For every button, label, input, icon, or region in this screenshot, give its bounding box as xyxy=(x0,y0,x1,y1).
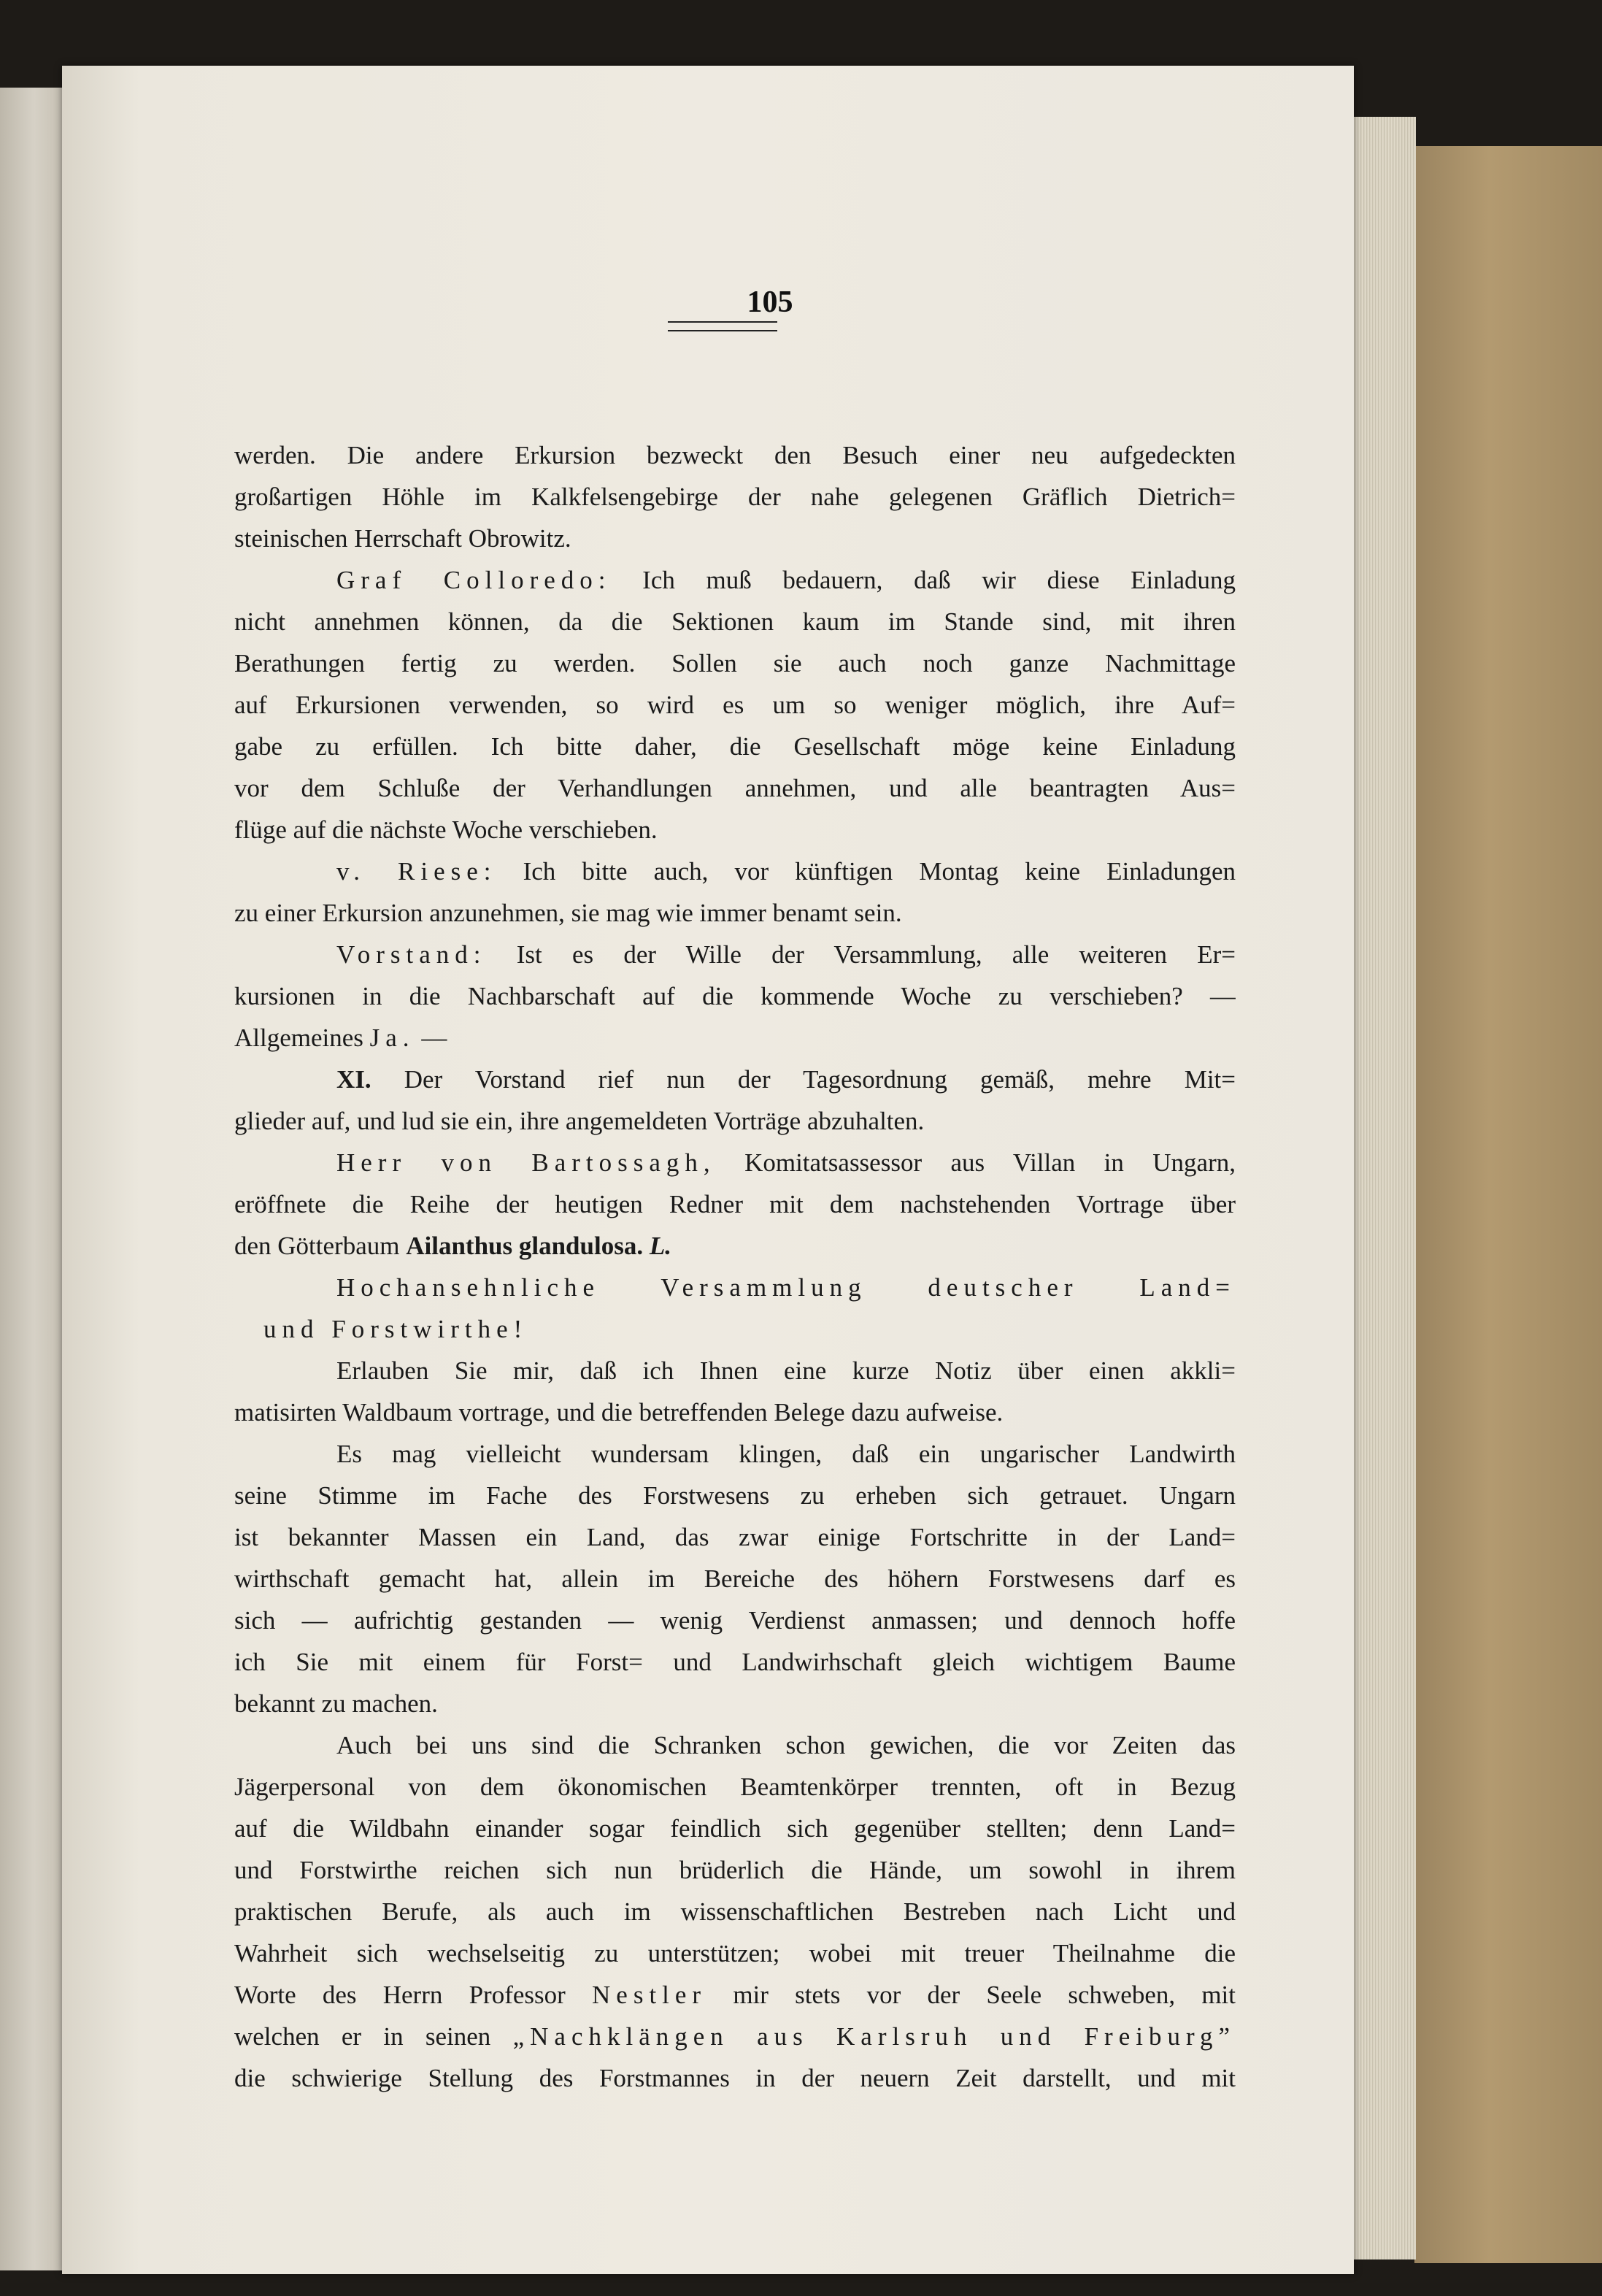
left-page-edge xyxy=(0,88,62,2270)
page-number: 105 xyxy=(747,285,793,319)
body-text xyxy=(234,434,1236,2099)
text-line: v. Riese: Ich bitte auch, vor künftigen Montag keine Einladungen xyxy=(336,857,1236,886)
text-line: Vorstand: Ist es der Wille der Versammlung, alle weiteren Er= xyxy=(336,940,1236,969)
text-line: XI. Der Vorstand rief nun der Tagesordnung gemäß, mehre Mit= xyxy=(336,1065,1236,1094)
text-line: Herr von Bartossagh, Komitatsassessor aus Villan in Ungarn, xyxy=(336,1148,1236,1177)
text-line: eröffnete die Reihe der heutigen Redner mit dem nachstehenden Vortrage über xyxy=(234,1190,1236,1218)
address-heading: und Forstwirthe! xyxy=(263,1315,528,1343)
text-line: auf Erkursionen verwenden, so wird es um so weniger möglich, ihre Auf= xyxy=(234,691,1236,719)
text-line: den Götterbaum Ailanthus glandulosa. L. xyxy=(234,1232,671,1260)
text-line: zu einer Erkursion anzunehmen, sie mag wie immer benamt sein. xyxy=(234,899,902,927)
text-line: ich Sie mit einem für Forst= und Landwirhschaft gleich wichtigem Baume xyxy=(234,1648,1236,1676)
text-line: praktischen Berufe, als auch im wissenschaftlichen Bestreben nach Licht und xyxy=(234,1897,1236,1926)
text-line: bekannt zu machen. xyxy=(234,1689,438,1718)
text-line: die schwierige Stellung des Forstmannes in der neuern Zeit darstellt, und mit xyxy=(234,2064,1236,2092)
text-line: Allgemeines Ja. — xyxy=(234,1024,447,1052)
speaker-name: Graf Colloredo: xyxy=(336,566,612,594)
text-line: Worte des Herrn Professor Nestler mir stets vor der Seele schweben, mit xyxy=(234,1981,1236,2009)
text-line: flüge auf die nächste Woche verschieben. xyxy=(234,815,658,844)
text-line: matisirten Waldbaum vortrage, und die betreffenden Belege dazu aufweise. xyxy=(234,1398,1004,1427)
text-line: Es mag vielleicht wundersam klingen, daß ein ungarischer Landwirth xyxy=(336,1440,1236,1468)
text-line: Auch bei uns sind die Schranken schon gewichen, die vor Zeiten das xyxy=(336,1731,1236,1759)
text-line: Berathungen fertig zu werden. Sollen sie auch noch ganze Nachmittage xyxy=(234,649,1236,677)
text-line: Jägerpersonal von dem ökonomischen Beamtenkörper trennten, oft in Bezug xyxy=(234,1773,1236,1801)
speaker-name: v. Riese: xyxy=(336,857,497,886)
header-double-rule xyxy=(668,321,777,331)
latin-name: Ailanthus glandulosa. xyxy=(406,1232,644,1260)
text-line: wirthschaft gemacht hat, allein im Bereiche des höhern Forstwesens darf es xyxy=(234,1564,1236,1593)
text-line: auf die Wildbahn einander sogar feindlich sich gegenüber stellten; denn Land= xyxy=(234,1814,1236,1843)
text-line: Wahrheit sich wechselseitig zu unterstützen; wobei mit treuer Theilnahme die xyxy=(234,1939,1236,1967)
text-line: vor dem Schluße der Verhandlungen annehmen, und alle beantragten Aus= xyxy=(234,774,1236,802)
text-line: sich — aufrichtig gestanden — wenig Verdienst anmassen; und dennoch hoffe xyxy=(234,1606,1236,1635)
section-number: XI. xyxy=(336,1065,371,1094)
text-line: nicht annehmen können, da die Sektionen kaum im Stande sind, mit ihren xyxy=(234,607,1236,636)
speaker-name: Vorstand: xyxy=(336,940,487,969)
text-line: Erlauben Sie mir, daß ich Ihnen eine kurze Notiz über einen akkli= xyxy=(336,1356,1236,1385)
text-line: werden. Die andere Erkursion bezweckt den Besuch einer neu aufgedeckten xyxy=(234,441,1236,469)
book-page xyxy=(62,66,1354,2274)
text-line: seine Stimme im Fache des Forstwesens zu erheben sich getrauet. Ungarn xyxy=(234,1481,1236,1510)
text-line: steinischen Herrschaft Obrowitz. xyxy=(234,524,571,553)
text-line: glieder auf, und lud sie ein, ihre angemeldeten Vorträge abzuhalten. xyxy=(234,1107,925,1135)
text-line: ist bekannter Massen ein Land, das zwar einige Fortschritte in der Land= xyxy=(234,1523,1236,1551)
text-line: welchen er in seinen „Nachklängen aus Karlsruh und Freiburg” xyxy=(234,2022,1236,2051)
text-line: und Forstwirthe reichen sich nun brüderlich die Hände, um sowohl in ihrem xyxy=(234,1856,1236,1884)
text-line: gabe zu erfüllen. Ich bitte daher, die Gesellschaft möge keine Einladung xyxy=(234,732,1236,761)
text-line: Graf Colloredo: Ich muß bedauern, daß wir diese Einladung xyxy=(336,566,1236,594)
text-line: großartigen Höhle im Kalkfelsengebirge der nahe gelegenen Gräflich Dietrich= xyxy=(234,483,1236,511)
book-cover-edge xyxy=(1414,146,1602,2263)
page-stack-edge xyxy=(1347,117,1416,2259)
text-line: kursionen in die Nachbarschaft auf die kommende Woche zu verschieben? — xyxy=(234,982,1236,1010)
address-heading: Hochansehnliche Versammlung deutscher Land= xyxy=(336,1273,1236,1302)
speaker-name: Herr von Bartossagh, xyxy=(336,1148,716,1177)
